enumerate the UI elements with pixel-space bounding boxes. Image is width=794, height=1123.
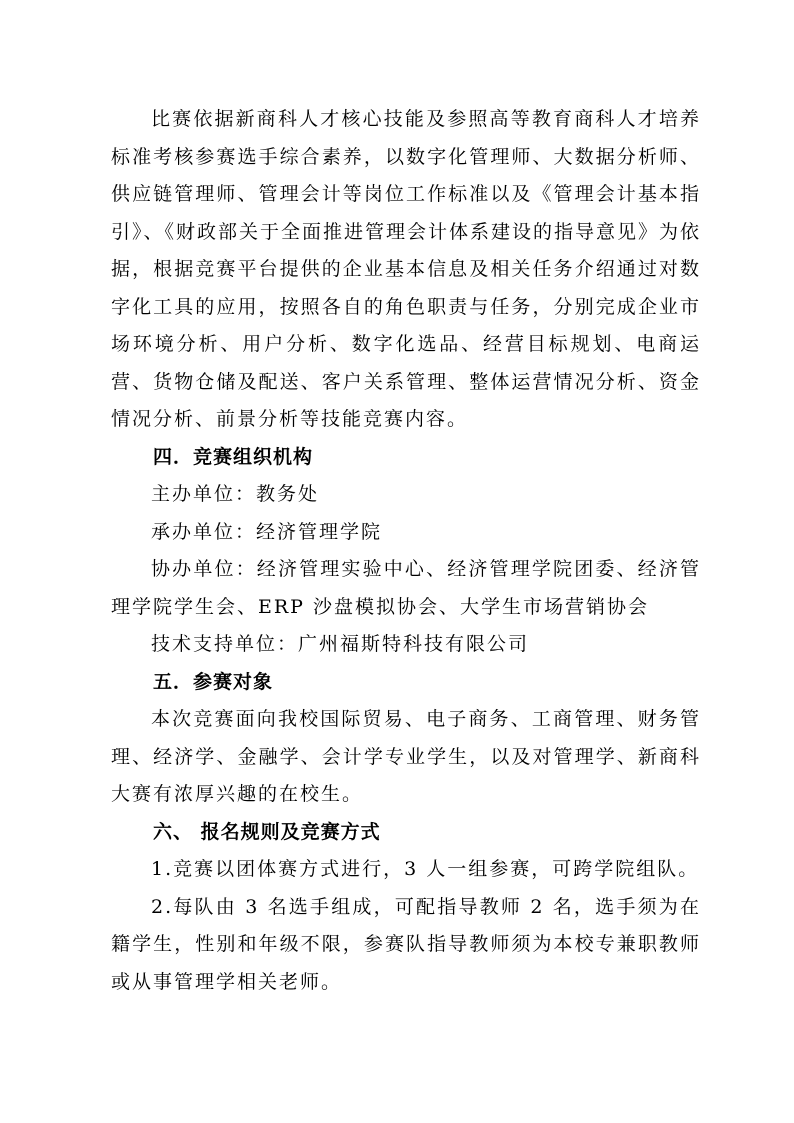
rule-2-paragraph: 2.每队由 3 名选手组成，可配指导教师 2 名，选手须为在籍学生，性别和年级不限，参赛队指导教师须为本校专兼职教师或从事管理学相关老师。 bbox=[111, 895, 701, 993]
document-body bbox=[111, 101, 701, 1001]
participants-paragraph: 本次竞赛面向我校国际贸易、电子商务、工商管理、财务管理、经济学、金融学、会计学专业学生，以及对管理学、新商科大赛有浓厚兴趣的在校生。 bbox=[111, 708, 701, 805]
section-heading-participants: 五．参赛对象 bbox=[153, 670, 274, 693]
co-organizer-line: 协办单位：经济管理实验中心、经济管理学院团委、经济管理学院学生会、ERP 沙盘模拟协会、大学生市场营销协会 bbox=[111, 558, 701, 618]
organizer-line: 主办单位：教务处 bbox=[151, 483, 320, 505]
tech-support-line: 技术支持单位：广州福斯特科技有限公司 bbox=[151, 633, 530, 655]
rule-1-paragraph: 1.竞赛以团体赛方式进行，3 人一组参赛，可跨学院组队。 bbox=[151, 858, 700, 880]
section-heading-registration-rules: 六、 报名规则及竞赛方式 bbox=[153, 820, 381, 843]
competition-basis-paragraph: 比赛依据新商科人才核心技能及参照高等教育商科人才培养标准考核参赛选手综合素养，以数字化管理师、大数据分析师、供应链管理师、管理会计等岗位工作标准以及《管理会计基本指引》、《财政部关于全面推进管理会计体系建设的指导意见》为依据，根据竞赛平台提供的企业基本信息及相关任务介绍通过对数字化工具的应用，按照各自的角色职责与任务，分别完成企业市场环境分析、用户分析、数字化选品、经营目标规划、电商运营、货物仓储及配送、客户关系管理、整体运营情况分析、资金情况分析、前景分析等技能竞赛内容。 bbox=[111, 108, 702, 430]
section-heading-organization: 四．竞赛组织机构 bbox=[153, 445, 314, 468]
host-line: 承办单位：经济管理学院 bbox=[151, 520, 383, 543]
